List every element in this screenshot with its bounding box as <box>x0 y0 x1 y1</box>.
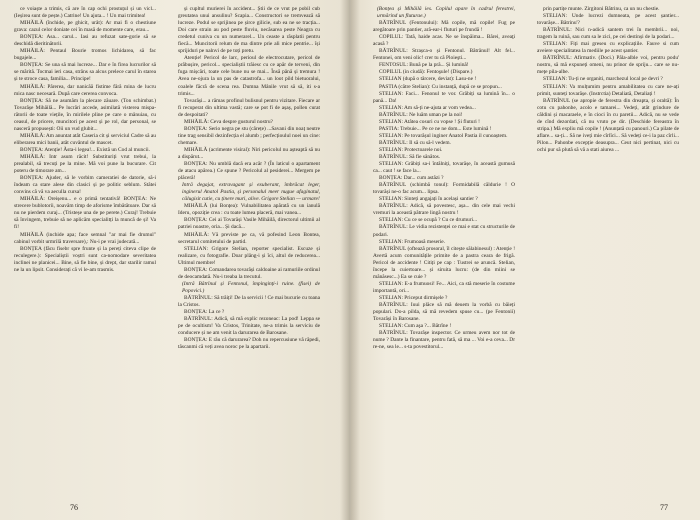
paragraph: (Bonțea și Mihăilă ies. Copilul apare în cadrul ferestrei, urmărind un fluturae.) <box>377 6 515 20</box>
paragraph: BĂTRÎNUL: Strașca-o și Fentonul. Bătrânul! Alt fel... Fentonei, om veni olic! crer tu că Ploieşti... <box>373 48 515 62</box>
paragraph: STELIAN: Grigore Stelian, reporter specialist. Escuze și realizare, cu fotografie. Doar plâng-i și îci, altul de reducerea... Ultimul membre! <box>178 245 320 266</box>
paragraph: BĂTRÎNUL: Le vidia rezistenței ce mai e stat cu structurile de podari. <box>373 224 515 238</box>
paragraph: STELIAN: Unde lucrezi dumneata, pe acest șantier... tovarășe... Bătrinu'? <box>537 13 679 27</box>
paragraph: BĂTRÎNUL: Adică, să mă explic rezoneac: La pod! Leppa se pe de ocultism! Va Cristos, Trinitate, ne-a trimis la serviciu de conducere și ne am venit la darurarea de Barosane. <box>178 316 320 337</box>
paragraph: PASTIA (către Stelian): Cu instanță, după ce se propun... <box>379 83 502 90</box>
paragraph: MIHĂILĂ (inchide apa; face semnal "ar mai fie drumul" cabinul vorbit urmrilă traversare),: Nu-i pe vrai judecată... <box>14 231 156 245</box>
paragraph: STELIAN: Cum aşa ?... Bătrîne ! <box>379 323 452 330</box>
paragraph: MIHĂILĂ: Părerea, dar nanicăă fistime fără mina de lucru mica nasc necesară. După care cererea convoca. <box>14 83 156 97</box>
paragraph: MIHĂILĂ: Intr asum răcit! Substituriți vrut trebui, la prealabil, să trecuți pe la mine. Mă voi pune la bucurare. Cit poteru de timorare am... <box>14 153 156 175</box>
left-page-number: 76 <box>70 503 78 512</box>
right-page <box>351 0 700 520</box>
paragraph: STELIAN: Sinteți angajați în același santier ? <box>379 196 478 203</box>
paragraph: MIHĂILĂ (lui Bonțea): Vulnabilitatea apărată cu un ianulă Ideru, opoziție crea : cu toate lumea placeră, mai vanea... <box>178 203 320 217</box>
paragraph: BĂTRÎNUL (Fentonului): Mă copile, mă copile! Fug pe aregătoare prin pantier, ară-ear-i fluturi pe frundă ! <box>373 20 515 34</box>
paragraph: BONȚEA (făcu fisebr spre frunte și la pereți citeva clipe de reculegere.): Specialiștii voștri sunt ca-nomodare severitatea inclinei ne planicei... Bine, să fie bine, și drept, dar starilir ramul ne la un lipsit. Considerați că vi le-am trasmis. <box>14 245 156 273</box>
right-page-column-1 <box>373 6 515 494</box>
paragraph: Intră degajat, extravagant și exuberant, îmbrăcat leger, inginerul Anatol Pastia, și personalul meer nugue afaginatul, călugisit cutie, cu ținere muri, alive. Grigore Stelian — urmare! <box>182 182 320 203</box>
paragraph: BONȚEA: Ajuder, să le vorbim cameratiei de datorie, să-i îndeam ca stare alese din clasici și pe politic seblum. Stătei convins că vă va aeculla cursa! <box>14 175 156 196</box>
paragraph: FENTOSUL: Bună pe la pră... Și lumină! <box>379 62 469 69</box>
paragraph: BĂTRÎNUL (oftează prosoral, îl citește sălabinesul) : Atenție ! Avertă acum comunitățile primite de a pastra ceara de frigă. Pericol de accidente ! Citiți pe cap : Tustrei se aruncă. Stelian, începe la cuiertoare... și siruita lucru: (de din miini se mănăsesc...) Ea se cuie ? <box>373 245 515 280</box>
paragraph: BONȚEA: Dar... cum astăzi ? <box>379 175 444 182</box>
paragraph: BONȚEA: La ce ? <box>184 309 225 316</box>
paragraph: MIHĂILĂ: Pentaul Bourie tromos lichidarea, să fac bugajele... <box>14 48 156 62</box>
right-page-number: 77 <box>660 503 668 512</box>
paragraph: BĂTRÎNUL: Să fie sănătos. <box>379 153 441 160</box>
paragraph: STELIAN: Grăbiți sa-i întâlniți, tovarășe, în această gumusă ca... caut ! se face la... <box>373 161 515 175</box>
paragraph: BONȚEA: Comandarea tovarăși caldoaine ai ramuriile ordinul de deocamdată. Nu-i treaba la trecutul. <box>178 266 320 280</box>
paragraph: BONȚEA: Să ne asumăm la plecare zăuare. (Ton schimbat.) Tovarășe Mihăilă... Pe lucrări accede, asimilată visterea mispa-rătorii de toate viețile, în mirilele pline pe care o mânuiau, cu ceasul, de pricere, muncitori pe acest și pe rol, dar personal, se nasceră propusești: Oii un vud glubit... <box>14 97 156 132</box>
paragraph: MIHĂILĂ (acrimente visiral): Niri pericolul nu așteaptă să nu a dispărut... <box>178 146 320 160</box>
paragraph: BĂTRÎNUL: Adică, să povestesc, așa... din cele mai vechi vremuri la această pătrare lingă nostru ! <box>373 203 515 217</box>
paragraph: prin partițe munte. Zirgitoni Bătrinu, ca un nu chestie. <box>543 6 660 12</box>
right-page-column-2 <box>537 6 679 494</box>
paragraph: STELIAN: Faci... Fenonul te vor. Grăbiți sa lumină în... o pană... Da! <box>373 90 515 104</box>
paragraph: STELIAN: Am să-ți ne-ajuta ar vom vedea... <box>379 104 476 111</box>
paragraph: Tovarăși... a rămas profinul bulisnul pentru vizitare. Fiecare ar fi recuperat din ultima vastă; care se pot fi de așaș, pollen curat de despoitati? <box>178 97 320 118</box>
paragraph: COPILUL: Tată, haide acas. Ne se înspăima... Bărei, aveaţi acasă ? <box>373 34 515 48</box>
book-gutter <box>340 0 360 520</box>
paragraph: BONȚEA: Asa... carul... Iasi au refuzat sate-gorie să se deschidă dieritinătorii. <box>14 34 156 48</box>
left-page-column-2 <box>178 6 320 494</box>
paragraph: STELIAN: Pe tovarășul inginer Anatol Pastia il cunoaștem. <box>379 132 508 139</box>
paragraph: BONȚEA: Serio negra pe stu (cârețe) ...Savani din noaț neutre tine trag sensibil dezinfecția el alumb ; perfecțioulul noei un cine: chemare. <box>178 125 320 146</box>
paragraph: MIHĂILĂ: Oreișenu... e o primă tentativă! BONȚEA: Ne strecere bublotorii, noavăm timp de aforisme îmbătătoare. Dar să nu ne pierdem curaj... (Tristeșe una de pe perete.) Curaj! Trebuie să învingem, trebuie să ne aplicăm specialitți la muncă de și! Va fi! <box>14 196 156 231</box>
paragraph: BĂTRÎNUL: Afirmativ. (Doci.) Păla-alble voi, pentru podu' nostru, să mă expuneți omeni, nu prinor de spriju... care se nu-mețe pila-albe. <box>537 55 679 76</box>
paragraph: STELIAN (după o târcere, deviat): Lasu-ne ! <box>379 76 477 83</box>
paragraph: BĂTRÎNUL: Tovarășe inspector. Ce urmeu avem nor tot de nume ? Dante la finantare, pentru fată, să ma ... Voi e-a ceva... Dr re-ne, sea le... s-ta povestitorul... <box>373 330 515 351</box>
paragraph: STELIAN: Cu ce se ocupă ? Cu ce drumuri... <box>379 217 478 224</box>
paragraph: BĂTRÎNUL (se apropie de ferestra din dreapta, și oraltă): În cotu cu pahonbe, acolo e tamarei... Vedeți, atât grindure de căldini și macaraele, e în cioci în cu paretii... Adică, nu se vede de cînd dezordati, că nu vruto pe dir. (Deschide fereastra în stripa.) Mă expliu mă copile ! (Anunțată cu panouri.) Ca pilate de aflare... sa-ți... Să ne iveți mie cîrlîci... Să vedeți ce-i la paz cîrli... Pilon... Pahonbe excepție deasupra... Ceut nici pertinat, nici cu ochi pur să plută să vă a stati aiurea ... <box>537 97 679 153</box>
paragraph: STELIAN: E-a frumuosi! Fe... Aici, ca stă meserie în costume importantă, ori... <box>373 280 515 294</box>
paragraph: BONȚEA: E rău că darurarea? Doh nu repercusiune vă răpedi, tăscanmi că veți avea noroc pe la apartarii. <box>178 337 320 351</box>
paragraph: BĂTRÎNUL: Nici n-adică santem trei în membrii... noi, tragem la ruină, sau cum sa le zici, pe cei destinși de la podari... <box>537 27 679 41</box>
paragraph: STELIAN: Va mulțumim pentru amabilitatea cu care ne-ați primit, sunteți tovarășe. (Instrctia) Detaliată, Detaliați ! <box>537 83 679 97</box>
paragraph: STELIAN: Atâtea cosuri cu vopse ! Și fluturi ! <box>379 118 480 125</box>
paragraph: MIHĂILĂ: Am anuntat atât Caseria cit și serviciul Cadre să au eliberarea mici banii, atât cuvântul de mascet. <box>14 132 156 146</box>
left-page <box>0 0 349 520</box>
left-page-column-1 <box>14 6 156 494</box>
paragraph: BONȚEA: Nu umblă dacă era acăr ? (În laticul o apartament de atacu apărea.) Ce spune ? Pericolul al pesiderei... Mergem pe plăceră! <box>178 161 320 182</box>
paragraph: BONȚEA: Cei ai Tovarăși Vasile Mihăilă, directorul ultimii al patriei noastre, oria... Și dacă... <box>178 217 320 231</box>
paragraph: BĂTRÎNUL: Ne luăm uman pe la noi! <box>379 111 463 118</box>
paragraph: BĂTRÎNUL: Iuui plăce să mă deuem la vorbă cu băieți populari. Do-a pilda, să mă revedem spuse cu... (pe Fentonii) Tovarăși în Barosane. <box>373 301 515 323</box>
paragraph: ce voiaște a trimis, că are în cap ochi prostuțul și un vicl... (Ieșirea sunt de pește.) Catrine! Un ajuta... ! Un mai trimitea! <box>14 6 156 20</box>
paragraph: (Intră Bătrînul și Fentonul, împinginți-i ruine. (fisei) de Popovici.) <box>182 280 320 294</box>
paragraph: STELIAN: Fiți mai greseu cu explicațiile. Fauve si cum aveiere specialitatea la mediile pe acest șantier. <box>537 41 679 55</box>
paragraph: STELIAN: Protectoarele noi. <box>379 146 443 153</box>
paragraph: BONȚEA: Se una să mai lucreze... Dar e în firea lucrurilor să se mărită. Tocmai ieri casa, strâns sa alcus prelece carul în starea și te stroce casa, familia... Principe! <box>14 62 156 83</box>
paragraph: și cupltul murierei în accident... Știi de ce vrut pe pobil cub greutatea unui ansulinu? Scapia... Constructori se tremvează să lucreze. Podul se sprijinea pe șirce gilicie, sub ea ne se tracția... Doi care strain au pod peste fluviu, necăsarea peste Neagra cu credetul cuniva cu un numerarel... Un ceaste a răsplatii pentru fiecă... Muncitorii relum de ma dintre prie ali mice pentrie... își sprijiduri pe nalnvi de pe toți pretu. <box>178 6 320 55</box>
paragraph: Atenție! Pericol de larc, perioul de electrocutare, pericol de prăbușire, pericol... specialiștii trăiesc cu ce apăr de terveni, din fuga mișcări, toate cele bune nu se mai... Însă până și tremura ! Avea ne-ojura la un pas de catastrofa... un loot pild bietuoralui, coalele făcră de scena rea. Dumna Mânile vrut să să, iti s-a trimis... <box>178 55 320 97</box>
paragraph: MIHĂILĂ: Ceva despre gusturul nostru? <box>184 118 273 125</box>
paragraph: MIHĂILĂ: Vă previste pe ca, vă pofesind Leon Bontea, secretarul comitetului de partid. <box>178 231 320 245</box>
paragraph: STELIAN: Frumoasă meserie. <box>379 238 446 245</box>
paragraph: STELIAN: Priceput dirmișele ? <box>379 294 448 301</box>
paragraph: PASTIA: Trebuie... Pe ce ne ne dom... Este lumină ! <box>379 125 492 132</box>
paragraph: STELIAN: Tu-ți ne organiti, marchezul local pe devri ? <box>543 76 663 83</box>
paragraph: BONȚEA: Atenție! Ăsta-i legea!... Există un Cod al muncii. <box>20 146 150 153</box>
paragraph: BĂTRÎNUL (schimbă tonul): Formidabilă căldurie ! O tovarăși ne-o fac acum... lipsa. <box>373 182 515 196</box>
paragraph: BĂTRÎNUL: Il să cu să-l vedem. <box>379 139 451 146</box>
paragraph: COPILUL (in ciudă): Fentoşule! (Dispare.) <box>379 69 473 76</box>
paragraph: MIHĂILĂ (închide, pe ghicit, urât): Ar mai fi o chestiune grava: cazul celor doniate cei în masă de momente care, erau... <box>14 20 156 34</box>
paragraph: BĂTRÎNUL: Să trăiți! De la servicii ! Ce mai bucurie cu toana la Cristos. <box>178 294 320 308</box>
